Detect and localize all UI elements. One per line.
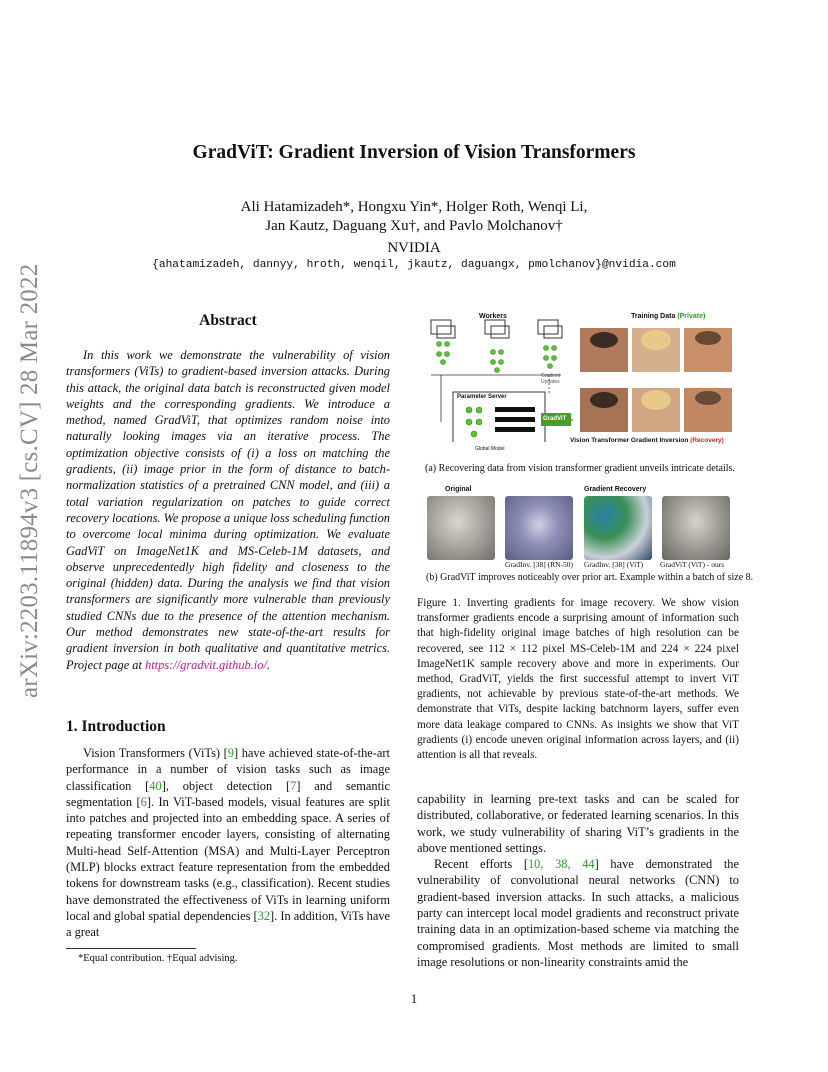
global-model-label: Global Model xyxy=(475,446,505,452)
training-data-label xyxy=(631,313,705,320)
caption-b: (b) GradViT improves noticeably over prior art. Example within a batch of size 8. xyxy=(426,572,754,583)
abstract-heading: Abstract xyxy=(199,312,257,329)
private-label: (Private) xyxy=(677,313,706,320)
intro-text: ] and semantic segmentation [ xyxy=(66,778,390,809)
citation-link[interactable]: 32 xyxy=(257,908,271,923)
abstract-text: In this work we demonstrate the vulnerability of vision transformers (ViTs) to gradient-based inversion attacks. During this attack, the original data batch is reconstructed given model weights and the corresponding gradients. We introduce a method, named GradViT, that optimizes random noise into naturally looking images via an iterative process. The optimization objective consists of (i) a loss on matching the gradients, (ii) image prior in the form of distance to batch-normalization statistics of a pretrained CNN model, and (iii) a total variation regularization on patches to guide correct recovery locations. We propose a unique loss scheduling function to overcome local minima during optimization. We evaluate GadViT on ImageNet1K and MS-Celeb-1M datasets, and observe unprecedentedly high fidelity and closeness to the original (hidden) data. During the analysis we find that vision transformers are significantly more vulnerable than previously studied CNNs due to the presence of the attention mechanism. Our method demonstrates new state-of-the-art results for gradient inversion in both qualitative and quantitative metrics. Project page at xyxy=(66,348,390,672)
intro-text: ]. In ViT-based models, visual features are split into patches and projected into an embedding space. A series of repeating transformer encoder layers, consisting of alternating Multi-head Self-Attention (MSA) and Multi-Layer Perceptron (MLP) blocks extract feature representation from the embedded tokens for downstream tasks (e.g., classification). Recent studies have demonstrated the effectiveness of ViTs in learning uniform local and global spatial dependencies [ xyxy=(66,794,390,923)
vit-inversion-label xyxy=(570,437,724,444)
gradinv-vit-image xyxy=(584,496,652,560)
original-label: Original xyxy=(445,486,472,493)
right-column-text xyxy=(417,791,739,970)
figure-1-caption: Figure 1. Inverting gradients for image recovery. We show vision transformer gradients encode a surprising amount of information such that high-fidelity original image batches of high resolution can be recovered, see 112 × 112 pixel MS-Celeb-1M and 224 × 224 pixel ImageNet1K sample recovery above and more in experiments. Our method, GradViT, yields the first successful attempt to invert ViT gradients, not achievable by previous state-of-the-art methods. We demonstrate that ViTs, despite lacking batchnorm layers, suffer even more data leakage compared to CNNs. As insights we show that ViT gradients (i) encode uneven original information across layers, and (ii) attention is all that reveals. xyxy=(417,597,739,762)
recovery-label: (Recovery) xyxy=(690,437,724,444)
paper-title: GradViT: Gradient Inversion of Vision Transformers xyxy=(192,142,636,163)
sub-label-rn50: GradInv. [38] (RN-50) xyxy=(505,560,574,569)
workers-label: Workers xyxy=(479,313,507,320)
gradient-recovery-label: Gradient Recovery xyxy=(584,486,647,493)
caption-a: (a) Recovering data from vision transformer gradient unveils intricate details. xyxy=(425,463,735,474)
right-text: Recent efforts [ xyxy=(434,857,528,872)
sub-label-vit: GradInv. [38] (ViT) xyxy=(584,560,644,569)
parameter-server-label: Parameter Server xyxy=(457,394,507,400)
gradinv-rn50-image xyxy=(505,496,573,560)
authors-line-1: Ali Hatamizadeh*, Hongxu Yin*, Holger Roth, Wenqi Li, xyxy=(240,199,588,215)
author-emails: {ahatamizadeh, dannyy, hroth, wenqil, jkautz, daguangx, pmolchanov}@nvidia.com xyxy=(152,259,676,271)
intro-text: Vision Transformers (ViTs) [ xyxy=(83,746,228,760)
footnote-rule xyxy=(66,948,196,949)
citation-link[interactable]: 7 xyxy=(290,778,297,793)
citation-link[interactable]: 6 xyxy=(140,794,147,809)
right-text: ] have demonstrated the vulnerability of convolutional neural networks (CNN) to gradient-based inversion attacks. In such attacks, a malicious party can intercept local model gradients and reconstruct private training data in an optimization-based scheme via matching the compromised gradients. Most methods are limited to small image resolutions or non-linearity constraints amid the xyxy=(417,857,740,969)
project-page-link[interactable]: https://gradvit.github.io/ xyxy=(145,657,267,672)
intro-heading: 1. Introduction xyxy=(66,718,166,735)
gradvit-image xyxy=(662,496,730,560)
training-data-text: Training Data xyxy=(631,313,676,320)
sub-label-gradvit: GradViT (ViT) - ours xyxy=(660,560,725,569)
citation-links[interactable]: 10, 38, 44 xyxy=(527,857,595,872)
original-image xyxy=(427,496,495,560)
authors-line-2: Jan Kautz, Daguang Xu†, and Pavlo Molchanov† xyxy=(265,218,563,234)
intro-paragraph xyxy=(66,745,390,941)
affiliation: NVIDIA xyxy=(387,240,441,256)
citation-link[interactable]: 40 xyxy=(149,778,162,793)
vit-inversion-text: Vision Transformer Gradient Inversion xyxy=(570,437,689,444)
right-paragraph-1: capability in learning pre-text tasks and can be scaled for distributed, collaborative, or federated learning scenarios. In this work, we study vulnerability of sharing ViT’s gradients in the above mentioned settings. xyxy=(417,792,739,855)
federated-diagram xyxy=(417,310,739,442)
intro-text: ] have achieved state-of-the-art performance in a number of vision tasks such as image classification [ xyxy=(66,746,391,793)
intro-text: ], object detection [ xyxy=(161,778,291,793)
citation-link[interactable]: 9 xyxy=(227,746,234,760)
footnote: *Equal contribution. †Equal advising. xyxy=(78,953,238,964)
gradient-updates-label: Gradient Updates xyxy=(541,373,561,385)
figure-1a xyxy=(417,310,739,452)
arxiv-stamp: arXiv:2203.11894v3 [cs.CV] 28 Mar 2022 xyxy=(16,263,43,698)
abstract-body: In this work we demonstrate the vulnerability of vision transformers (ViTs) to gradient-based inversion attacks. During this attack, the original data batch is reconstructed given model weights and the corresponding gradients. We introduce a method, named GradViT, that optimizes random noise into naturally looking images via an iterative process. The optimization objective consists of (i) a loss on matching the gradients, (ii) image prior in the form of distance to batch-normalization statistics of a pretrained CNN model, and (iii) a total variation regularization on patches to guide correct recovery locations. We propose a unique loss scheduling function to overcome local minima during optimization. We evaluate GadViT on ImageNet1K and MS-Celeb-1M datasets, and observe unprecedentedly high fidelity and closeness to the original (hidden) data. During the analysis we find that vision transformers are significantly more vulnerable than previously studied CNNs due to the presence of the attention mechanism. Our method demonstrates new state-of-the-art results for gradient inversion in both qualitative and quantitative metrics. Project page at https://gradvit.github.io/. xyxy=(66,348,390,672)
gradvit-tag: GradViT xyxy=(543,416,567,422)
page-number: 1 xyxy=(410,991,418,1006)
intro-text: ]. In addition, ViTs have a great xyxy=(66,908,391,940)
